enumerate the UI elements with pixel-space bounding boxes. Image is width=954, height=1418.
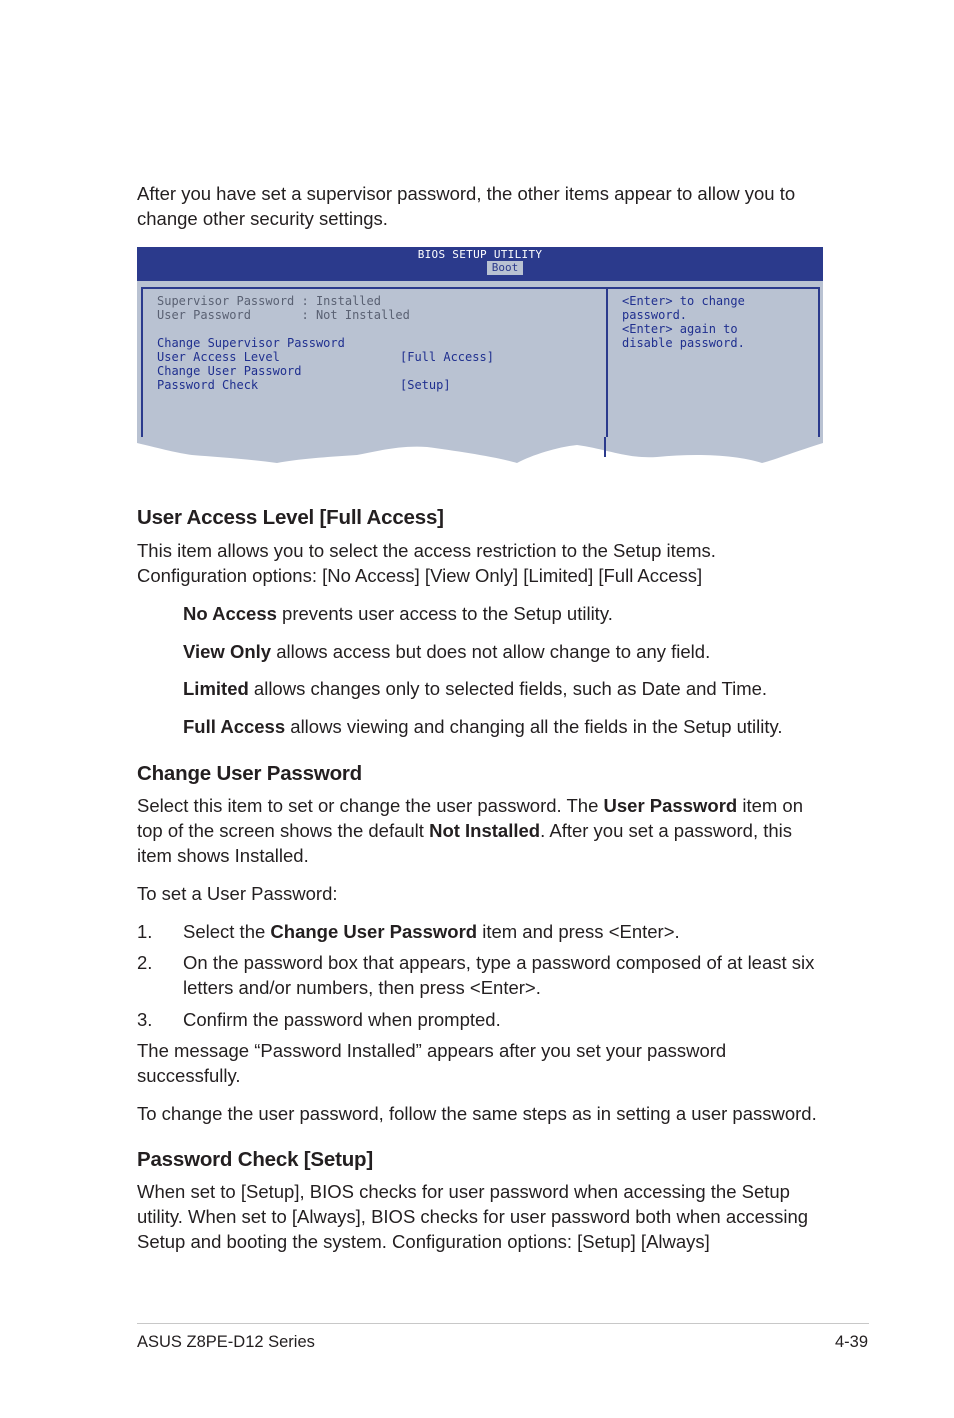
bios-body bbox=[137, 281, 823, 443]
user-access-level-value[interactable]: [Full Access] bbox=[400, 350, 494, 364]
heading-user-access-level: User Access Level [Full Access] bbox=[137, 506, 444, 529]
user-access-desc-1: This item allows you to select the access restriction to the Setup items. bbox=[137, 540, 716, 561]
help-line-2: password. bbox=[622, 308, 688, 322]
option-no-access: No Access prevents user access to the Setup utility. bbox=[183, 603, 613, 624]
help-line-1: <Enter> to change bbox=[622, 294, 745, 308]
change-user-password-item[interactable]: Change User Password bbox=[157, 364, 302, 378]
step-3-text: Confirm the password when prompted. bbox=[183, 1009, 501, 1030]
bios-title: BIOS SETUP UTILITY bbox=[417, 248, 543, 261]
footer-page-number: 4-39 bbox=[834, 1333, 868, 1351]
bios-torn-edge bbox=[137, 437, 823, 473]
step-1-text: Select the Change User Password item and press <Enter>. bbox=[183, 921, 680, 942]
to-set-label: To set a User Password: bbox=[137, 883, 338, 904]
step-2-text: On the password box that appears, type a password composed of at least six letters and/or numbers, then press <Enter>. bbox=[183, 952, 815, 998]
heading-change-user-password: Change User Password bbox=[137, 762, 362, 785]
footer-divider bbox=[137, 1323, 869, 1324]
footer-product: ASUS Z8PE-D12 Series bbox=[137, 1333, 315, 1351]
bios-screenshot bbox=[137, 247, 823, 473]
bios-help-panel bbox=[606, 287, 820, 443]
change-user-password-desc: Select this item to set or change the user password. The User Password item on top of the screen shows the default Not Installed. After you set a password, this item shows Installed. bbox=[137, 795, 804, 866]
password-check-desc: When set to [Setup], BIOS checks for user password when accessing the Setup utility. When set to [Always], BIOS checks for user password both when accessing Setup and booting the system. Configuration options: [Setup] [Always] bbox=[137, 1181, 809, 1252]
heading-password-check: Password Check [Setup] bbox=[137, 1148, 373, 1171]
intro-text: After you have set a supervisor password, the other items appear to allow you to change other security settings. bbox=[137, 183, 796, 229]
bios-tab-boot[interactable]: Boot bbox=[487, 261, 523, 275]
bios-header bbox=[137, 247, 823, 281]
user-password-status: User Password : Not Installed bbox=[157, 308, 410, 322]
help-line-3: <Enter> again to bbox=[622, 322, 738, 336]
step-1-number: 1. bbox=[137, 921, 153, 942]
user-access-desc-2: Configuration options: [No Access] [View Only] [Limited] [Full Access] bbox=[137, 565, 703, 586]
password-check-value[interactable]: [Setup] bbox=[400, 378, 451, 392]
password-check-item[interactable]: Password Check bbox=[157, 378, 259, 392]
password-installed-message: The message “Password Installed” appears after you set your password successfully. bbox=[137, 1040, 727, 1086]
option-limited: Limited allows changes only to selected fields, such as Date and Time. bbox=[183, 678, 768, 699]
help-line-4: disable password. bbox=[622, 336, 745, 350]
step-3-number: 3. bbox=[137, 1009, 153, 1030]
user-access-level-item[interactable]: User Access Level bbox=[157, 350, 280, 364]
change-supervisor-password-item[interactable]: Change Supervisor Password bbox=[157, 336, 345, 350]
bios-settings-panel bbox=[141, 287, 608, 443]
supervisor-password-status: Supervisor Password : Installed bbox=[157, 294, 381, 308]
option-full-access: Full Access allows viewing and changing all the fields in the Setup utility. bbox=[183, 716, 783, 737]
option-view-only: View Only allows access but does not allow change to any field. bbox=[183, 641, 711, 662]
step-2-number: 2. bbox=[137, 952, 153, 973]
change-password-note: To change the user password, follow the same steps as in setting a user password. bbox=[137, 1103, 817, 1124]
